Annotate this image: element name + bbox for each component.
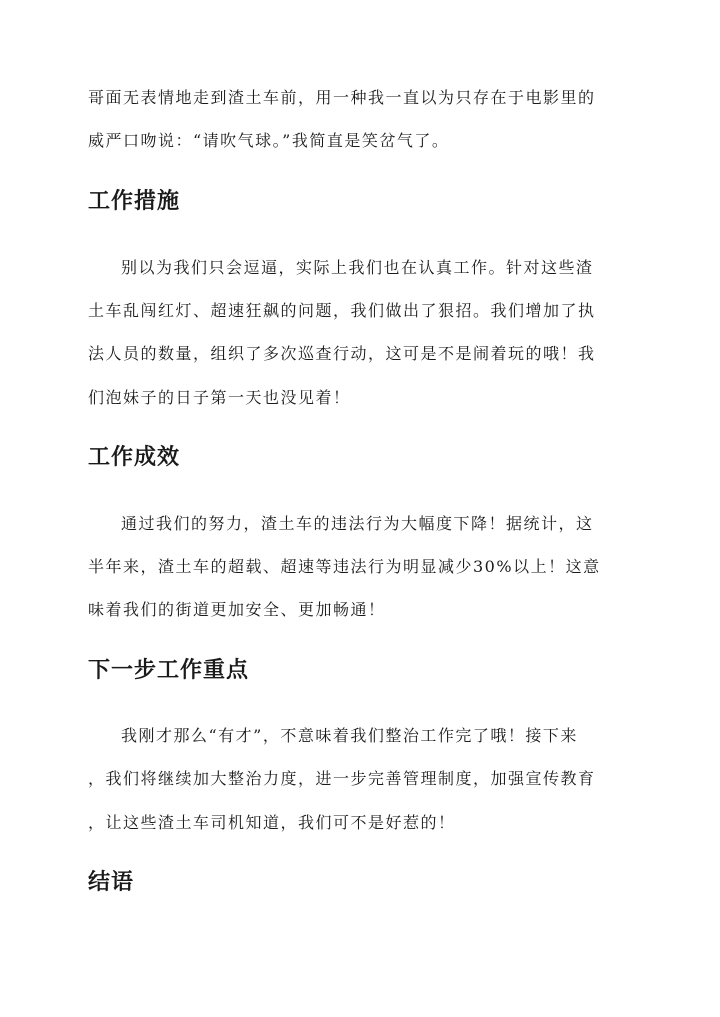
section-heading-conclusion: 结语 (88, 869, 135, 895)
measures-line-2: 土车乱闯红灯、超速狂飙的问题，我们做出了狠招。我们增加了执 (88, 301, 596, 320)
measures-line-3: 法人员的数量，组织了多次巡查行动，这可是不是闹着玩的哦！我 (88, 344, 596, 363)
section-heading-measures: 工作措施 (88, 188, 181, 214)
section-heading-next-steps: 下一步工作重点 (88, 657, 250, 683)
next-steps-line-1: 我刚才那么“有才”，不意味着我们整治工作完了哦！接下来 (121, 726, 578, 745)
next-steps-line-2: ，我们将继续加大整治力度，进一步完善管理制度，加强宣传教育 (88, 769, 596, 788)
measures-line-1: 别以为我们只会逗逼，实际上我们也在认真工作。针对这些渣 (121, 258, 594, 277)
next-steps-line-3: ，让这些渣土车司机知道，我们可不是好惹的！ (88, 813, 456, 832)
intro-line-1: 哥面无表情地走到渣土车前，用一种我一直以为只存在于电影里的 (88, 88, 596, 107)
results-line-1: 通过我们的努力，渣土车的违法行为大幅度下降！据统计，这 (121, 514, 594, 533)
results-line-2: 半年来，渣土车的超载、超速等违法行为明显减少30%以上！这意 (88, 557, 601, 576)
results-line-3: 味着我们的街道更加安全、更加畅通！ (88, 600, 386, 619)
intro-line-2: 威严口吻说：“请吹气球。”我简直是笑岔气了。 (88, 131, 450, 150)
measures-line-4: 们泡妹子的日子第一天也没见着！ (88, 388, 351, 407)
section-heading-results: 工作成效 (88, 444, 181, 470)
